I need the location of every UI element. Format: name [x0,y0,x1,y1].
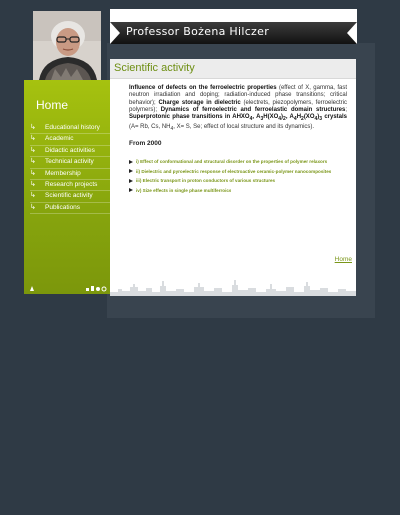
sidebar-item-label: Educational history [45,124,100,131]
list-item [129,167,355,177]
sidebar-nav [30,123,110,214]
sidebar-item-publications[interactable] [30,203,110,214]
section-header [110,59,356,79]
from-year-heading: From 2000 [129,140,162,147]
sidebar-item-label: Membership [45,169,81,177]
list-item [129,157,355,167]
formula-part: H [263,114,268,121]
topic-links-list [129,157,355,195]
formula-sub: 2 [301,116,304,123]
formula-sub: 3 [319,116,323,123]
formula-part: (XO [303,114,315,121]
footer-circle-icon [96,287,100,291]
sidebar-item-academic[interactable] [30,134,110,145]
section-title: Scientific activity [114,62,195,74]
nav-arrow-icon: ↳ [30,124,36,131]
sidebar-footer-icons [24,283,110,293]
list-item [129,176,355,186]
intro-sub-8: 4 [170,125,174,132]
formula-part: , A [252,114,261,121]
header-notch-right [347,22,357,44]
list-item [129,186,355,196]
topic-link-2[interactable]: ii) Dielectric and pyroelectric response of electroactive ceramic-polymer nanocomposites [136,168,332,174]
professor-photo [33,11,101,80]
nav-arrow-icon: ↳ [30,169,36,177]
formula-part: ) [317,114,320,121]
intro-text-4: (electrets, piezopolymers, ferroelectric polymers); [129,99,347,113]
intro-bold-1: Influence of defects on the ferroelectric properties [129,85,277,91]
intro-paragraph [129,85,347,133]
home-link[interactable]: Home [334,256,352,263]
nav-arrow-icon: ↳ [30,146,36,154]
sidebar-item-label: Publications [45,203,81,211]
home-small-icon [30,286,34,291]
footer-dot-icon [86,288,89,291]
footer-dot-icon [91,286,94,291]
main-content [110,59,356,296]
formula-part: , A [285,114,294,121]
nav-arrow-icon: ↳ [30,158,36,166]
city-skyline-decoration [110,277,356,296]
sidebar-home-title[interactable]: Home [36,98,69,112]
formula-part: (XO [267,114,279,121]
sidebar-item-label: Technical activity [45,158,94,166]
formula-sub: 4 [314,116,318,123]
formula-sub: 4 [293,116,297,123]
intro-text-8b: , X= S, Se; effect of local structure and its dynamics). [173,123,315,130]
sidebar-item-didactic-activities[interactable] [30,146,110,157]
header-notch-left [110,22,120,44]
bullet-arrow-icon [129,169,133,173]
intro-bold-5: Dynamics of ferroelectric and ferroelastic domain structures [160,106,346,113]
intro-text-8: (A= Rb, Cs, NH [129,123,171,130]
site-header [110,9,357,45]
sidebar-item-label: Scientific activity [45,192,93,200]
formula-part: H [296,114,302,121]
header-title-bar [110,22,357,44]
bullet-arrow-icon [129,160,133,164]
intro-text-6: ; [345,106,347,113]
sidebar-item-educational-history[interactable] [30,123,110,134]
sidebar-item-label: Research projects [45,180,98,188]
formula-sub: 4 [278,116,282,123]
nav-arrow-icon: ↳ [30,135,36,143]
topic-link-4[interactable]: iv) Size effects in single phase multiferroics [136,187,232,193]
intro-text-2: (effect of X, gamma, fast neutron irradiation and doping; radiation-induced phase transitions; critical behavior); [129,85,347,106]
intro-bold-3: Charge storage in dielectric [158,99,241,106]
formula-sub: 4 [249,116,253,123]
nav-arrow-icon: ↳ [30,180,36,188]
nav-arrow-icon: ↳ [30,203,36,211]
nav-arrow-icon: ↳ [30,192,36,200]
formula-part: crystals [322,114,348,121]
topic-link-1[interactable]: i) Effect of conformational and structural disorder on the properties of polymer relaxors [136,159,328,165]
formula-sub: 3 [260,116,264,123]
bullet-arrow-icon [129,179,133,183]
sidebar-item-technical-activity[interactable] [30,157,110,168]
sidebar-item-membership[interactable] [30,169,110,180]
bullet-arrow-icon [129,188,133,192]
intro-bold-7 [129,114,348,123]
sidebar-item-scientific-activity[interactable] [30,191,110,202]
formula-part: ) [281,114,284,121]
formula-part: Superprotonic phase transitions in AHXO [129,114,250,121]
footer-ring-icon [102,287,106,291]
site-title: Professor Bożena Hilczer [126,25,270,38]
header-top-strip [110,9,357,22]
sidebar-item-label: Didactic activities [45,146,95,154]
topic-link-3[interactable]: iii) Electric transport in proton conductors of various structures [136,178,276,184]
formula-sub: 2 [283,116,286,123]
sidebar-item-research-projects[interactable] [30,180,110,191]
sidebar-item-label: Academic [45,135,74,143]
sidebar [24,80,110,294]
